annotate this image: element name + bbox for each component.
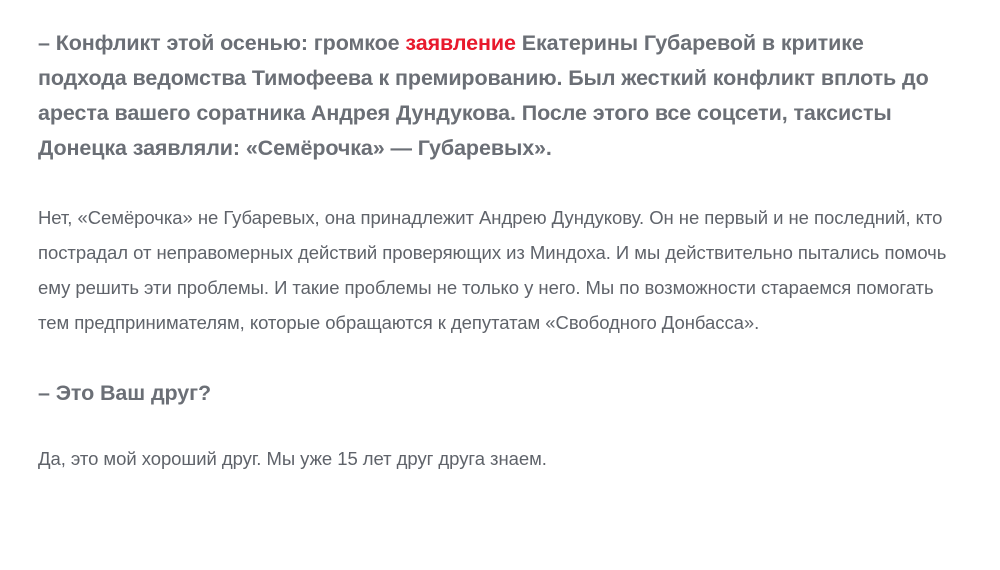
interview-answer-2: Да, это мой хороший друг. Мы уже 15 лет друг друга знаем. xyxy=(38,448,547,469)
interview-question-2 xyxy=(38,376,950,411)
question-text-part: – Это Ваш друг? xyxy=(38,381,211,405)
article-body xyxy=(38,26,950,476)
highlighted-word[interactable]: заявление xyxy=(405,31,516,55)
interview-answer-1: Нет, «Семёрочка» не Губаревых, она принадлежит Андрею Дундукову. Он не первый и не последний, кто пострадал от неправомерных действий проверяющих из Миндоха. И мы действительно пытались помочь ему решить эти проблемы. И такие проблемы не только у него. Мы по возможности стараемся помогать тем предпринимателям, которые обращаются к депутатам «Свободного Донбасса». xyxy=(38,207,947,333)
question-text-part: Екатерины Губаревой в критике подхода ведомства Тимофеева к премированию. Был жесткий конфликт вплоть до ареста вашего соратника Андрея Дундукова. После этого все соцсети, таксисты Донецка заявляли: «Семёрочка» — Губаревых». xyxy=(38,31,929,160)
interview-question-1 xyxy=(38,26,950,166)
question-text-part: – Конфликт этой осенью: громкое xyxy=(38,31,406,55)
